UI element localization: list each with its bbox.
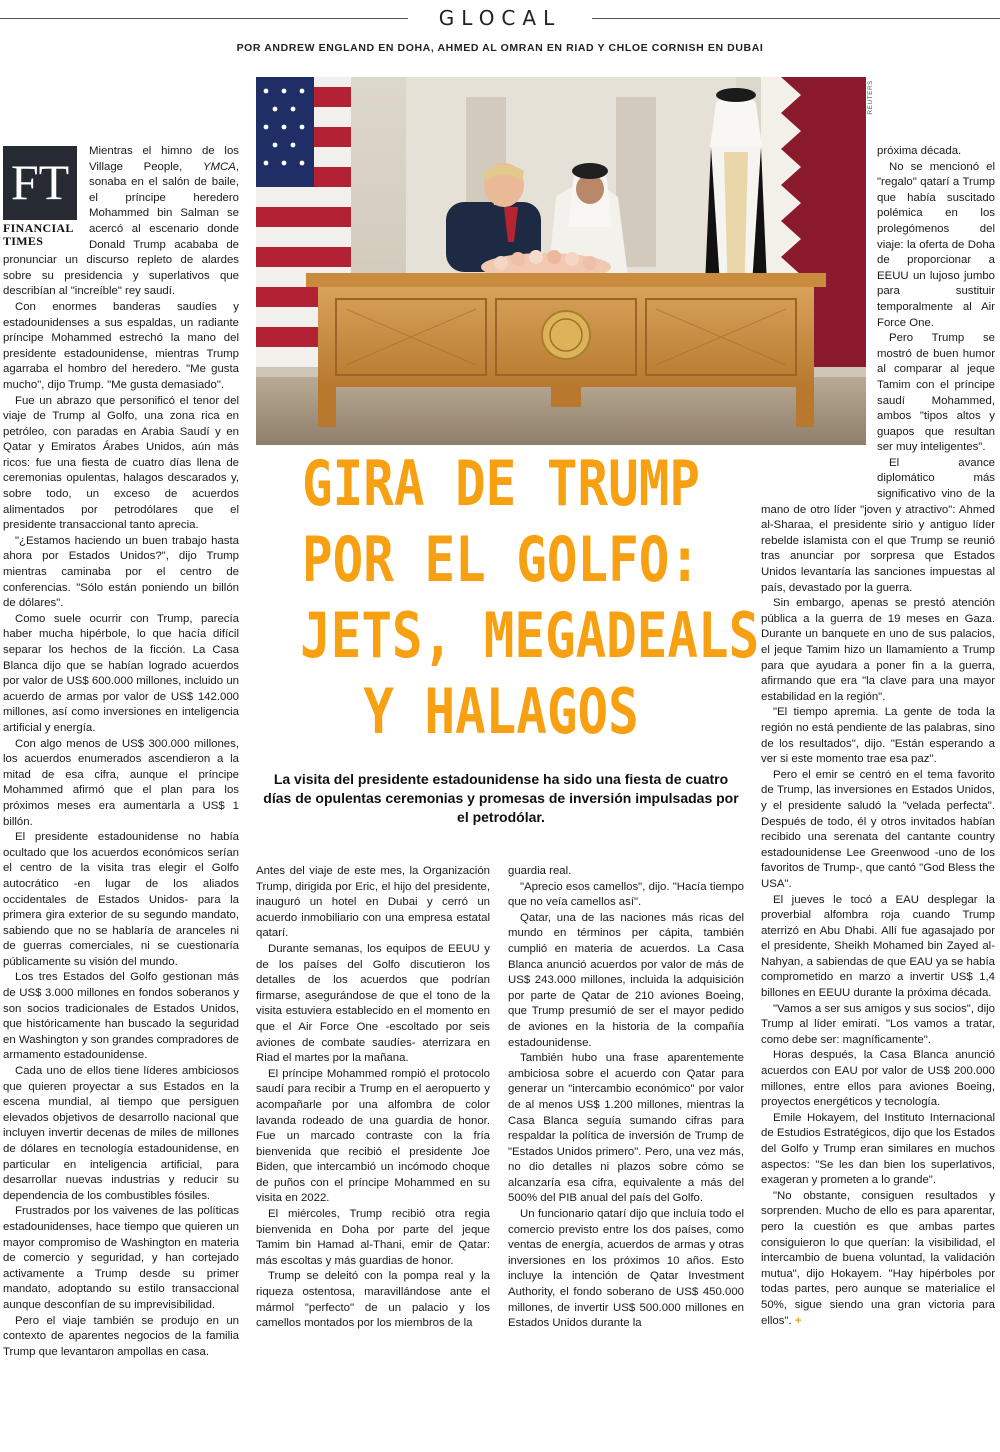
headline-line-3: JETS, MEGADEALS [300,599,760,672]
column-4 [761,144,995,1329]
column-2 [256,864,490,1332]
paragraph: próxima década. [877,145,962,157]
headline-line-4: Y HALAGOS [363,675,639,748]
paragraph: Frustrados por los vaivenes de las políticas estadounidenses, hace tiempo que quieren un mayor compromiso de Washington en materia de comercio y seguridad, y han cortejado activamente a Trump desde su primer mandato, adoptando su estilo transaccional aunque desconfían de su imprevisibilidad. [3,1205,239,1311]
column-1 [3,144,239,1360]
paragraph: "¿Estamos haciendo un buen trabajo hasta ahora por Estados Unidos?", dijo Trump mientras caminaba por el centro de conferencias. "Sólo están poniendo un billón de dólares". [3,534,239,610]
paragraph: Cada uno de ellos tiene líderes ambiciosos que quieren proyectar a sus Estados en la escena mundial, al tiempo que persiguen elevados objetivos de desarrollo nacional que incluyen invertir decenas de miles de millones de dólares en tecnología estadounidense, en particular en inteligencia artificial, para desarrollar nuevas industrias y reducir su dependencia de los combustibles fósiles. [3,1065,239,1202]
logo-spacer [3,144,89,252]
paragraph: No se mencionó el "regalo" qatarí a Trump que había suscitado polémica en los prolegómenos del viaje: la oferta de Doha de proporcionar a EEUU un lujoso jumbo para sustituir temporalmente al Air Force One. [877,160,995,329]
byline: POR ANDREW ENGLAND EN DOHA, AHMED AL OMRAN EN RIAD Y CHLOE CORNISH EN DUBAI [236,42,764,54]
paragraph: Qatar, una de las naciones más ricas del mundo en términos per cápita, también cumplió en materia de acuerdos. La Casa Blanca anunció acuerdos por valor de más de US$ 243.000 millones, incluida la adquisición por parte de Qatar de 210 aviones Boeing, que Trump presumió de ser el mayor pedido de aviones en la historia de la compañía estadounidense. [508,911,744,1049]
paragraph: "Aprecio esos camellos", dijo. "Hacía tiempo que no veía camellos así". [508,880,744,909]
header-rule-left [0,18,408,19]
headline-line-1: GIRA DE TRUMP [302,447,700,520]
paragraph: Emile Hokayem, del Instituto Internacional de Estudios Estratégicos, dijo que los Estados del Golfo y Trump eran similares en muchos aspectos: "Se les dan bien los superlativos, exageran y prometen a lo grande". [761,1111,995,1187]
paragraph: Sin embargo, apenas se prestó atención pública a la guerra de 19 meses en Gaza. Durante un banquete en uno de sus palacios, el jeque Tamim hizo un llamamiento a Trump para que ayudara a poner fin a la guerra, afirmando que era "la clave para una mayor estabilidad en la región". [761,597,995,703]
paragraph: También hubo una frase aparentemente ambiciosa sobre el acuerdo con Qatar para generar un "intercambio económico" por valor de al menos US$ 1.200 millones, mientras la Casa Blanca seguía sumando cifras para respaldar la política de inversión de Trump de "Estados Unidos primero". Pero, una vez más, no dio detalles ni plazos sobre cómo se alcanzaría esa cifra, equivalente a más del 500% del PIB anual del país del Golfo. [508,1052,744,1205]
paragraph: guardia real. [508,865,572,877]
paragraph: Como suele ocurrir con Trump, parecía haber mucha hipérbole, lo que hacía difícil separar los hechos de la ficción. La Casa Blanca dijo que se habían logrado acuerdos por valor de US$ 600.000 millones, incluido un acuerdo de armas por valor de US$ 142.000 millones, así como inversiones en inteligencia artificial y energía. [3,612,239,734]
ft-logo-letters: FT [10,154,70,210]
section-title: GLOCAL [438,6,562,30]
paragraph: Fue un abrazo que personificó el tenor del viaje de Trump al Golfo, una zona rica en petróleo, con paradas en Arabia Saudí y en Qatar y Emiratos Árabes Unidos, aún más ricos: fue una fiesta de cuatro días llena de ceremonias opulentas, halagos descarados y, sobre todo, un exceso de acuerdos alimentados por petrodólares que el presidente transaccional tanto aprecia. [3,394,239,532]
paragraph: Con enormes banderas saudíes y estadounidenses a sus espaldas, un radiante príncipe Mohammed estrechó la mano del presidente estadounidense, mientras Trump agarraba el hombro del heredero. "Me gusta mucho", dijo Trump. "Me gusta demasiado". [3,300,239,391]
headline [256,446,760,750]
paragraph: Pero el viaje también se produjo en un contexto de aparentes negocios de la familia Trump que levantaron ampollas en casa. [3,1314,239,1358]
end-mark-icon: + [794,1314,802,1327]
paragraph: El avance diplomático más significativo vino de la mano de otro líder "joven y atractivo": Ahmed al-Sharaa, el presidente sirio y antiguo líder rebelde islamista con el que Trump se reunió tras anunciar por sorpresa que Estados Unidos levantaría las sanciones impuestas al país, devastado por la guerra. [761,456,995,594]
paragraph: "Vamos a ser sus amigos y sus socios", dijo Trump al líder emiratí. "Los vamos a tratar, como debe ser: magníficamente". [761,1002,995,1046]
paragraph: "El tiempo apremia. La gente de toda la región no está pendiente de las palabras, sino de los resultados", dijo. "Están esperando a ver si este momento trae esa paz". [761,706,995,766]
paragraph: Los tres Estados del Golfo gestionan más de US$ 3.000 millones en fondos soberanos y son socios tradicionales de Estados Unidos, que históricamente han buscado la seguridad en Washington y son grandes compradores de armamento estadounidense. [3,971,239,1062]
photo-credit: REUTERS [867,80,874,115]
headline-line-2: POR EL GOLFO: [302,523,700,596]
paragraph: El príncipe Mohammed rompió el protocolo saudí para recibir a Trump en el aeropuerto y acompañarle por una alfombra de color lavanda rodeado de una guardia de honor. Fue un marcado contraste con la fría bienvenida que recibió el presidente Joe Biden, que intercambió un incómodo choque de puños con el príncipe Mohammed en su visita en 2022. [256,1067,490,1205]
paragraph: Pero el emir se centró en el tema favorito de Trump, las inversiones en Estados Unidos, y el presidente saludó la "velada perfecta". Después de todo, él y otros invitados habían recibido una serenata del cantante country estadounidense Lee Greenwood -uno de los favoritos de Trump-, que cantó "God Bless the USA". [761,768,995,890]
deck: La visita del presidente estadounidense ha sido una fiesta de cuatro días de opulentas ceremonias y promesas de inversión impulsadas por el petrodólar. [263,771,739,825]
column-3 [508,864,744,1332]
paragraph: Durante semanas, los equipos de EEUU y de los países del Golfo discutieron los detalles de los acuerdos que podrían firmarse, asegurándose de que el tono de la visita estuviera establecido en el momento en que el Air Force One -escoltado por seis aviones de combate saudíes- aterrizara en Riad el martes por la mañana. [256,942,490,1065]
paragraph: "No obstante, consiguen resultados y sorprenden. Mucho de ello es para aparentar, pero la cuestión es que ambas partes consiguieron lo que querían: la visibilidad, el intercambio de buena voluntad, la validación mutua", dijo Hokayem. "Hay hipérboles por todas partes, pero aunque se materialice el 50%, sigue siendo una gran victoria para ellos". + [761,1189,995,1327]
paragraph: Mientras el himno de los Village People, YMCA, sonaba en el salón de baile, el príncipe heredero Mohammed bin Salman se acercó al escenario donde Donald Trump acababa de pronunciar un discurso repleto de alardes sobre su presidencia y superlativos que describían al "increíble" rey saudí. [3,145,239,298]
paragraph: Horas después, la Casa Blanca anunció acuerdos con EAU por valor de US$ 200.000 millones, entre ellos para aviones Boeing, proyectos energéticos y tecnología. [761,1049,995,1109]
paragraph: Antes del viaje de este mes, la Organización Trump, dirigida por Eric, el hijo del presidente, inauguró un hotel en Dubai y cerró un acuerdo inmobiliario con una empresa estatal qatarí. [256,865,490,940]
paragraph: Con algo menos de US$ 300.000 millones, los acuerdos enumerados ascendieron a la mitad de esa cifra, aunque el príncipe Mohammed afirmó que el plan para los próximos meses era aumentarla a US$ 1 billón. [3,737,239,828]
ft-logo-name-line1: FINANCIAL [3,221,74,235]
paragraph: Un funcionario qatarí dijo que incluía todo el comercio previsto entre los dos países, como ventas de energía, acuerdos de armas y otras inversiones en los próximos 10 años. Esto incluye la intención de Qatar Investment Authority, el fondo soberano de US$ 450.000 millones, de invertir US$ 500.000 millones en Estados Unidos durante la [508,1208,744,1330]
photo-spacer [761,144,877,494]
paragraph: Trump se deleitó con la pompa real y la riqueza ostentosa, maravillándose ante el mármol "perfecto" de un palacio y los camellos montados por los miembros de la [256,1270,490,1330]
paragraph: Pero Trump se mostró de buen humor al comparar al jeque Tamim con el príncipe saudí Mohammed, ambos "tipos altos y guapos que resultan ser muy inteligentes". [877,332,995,454]
ft-logo-name-line2: TIMES [3,234,44,248]
paragraph: El jueves le tocó a EAU desplegar la proverbial alfombra roja cuando Trump aterrizó en Abu Dhabi. Allí fue agasajado por el presidente, Sheikh Mohamed bin Zayed al-Nahyan, a sabiendas de que EAU ya se había comprometido en marzo a invertir US$ 1,4 billones en EEUU durante la próxima década. [761,893,995,1000]
paragraph: El presidente estadounidense no había ocultado que los acuerdos económicos serían el centro de la visita tras elegir el Golfo autocrático -en lugar de los aliados occidentales de Estados Unidos- para la primera gira exterior de su segundo mandato, sabiendo que no se hablaría de aranceles ni de guerras comerciales, ni se cuestionaría públicamente su visión del mundo. [3,831,239,968]
paragraph: El miércoles, Trump recibió otra regia bienvenida en Doha por parte del jeque Tamim bin Hamad al-Thani, emir de Qatar: más escoltas y más guardias de honor. [256,1208,490,1267]
header-rule-right [592,18,1000,19]
